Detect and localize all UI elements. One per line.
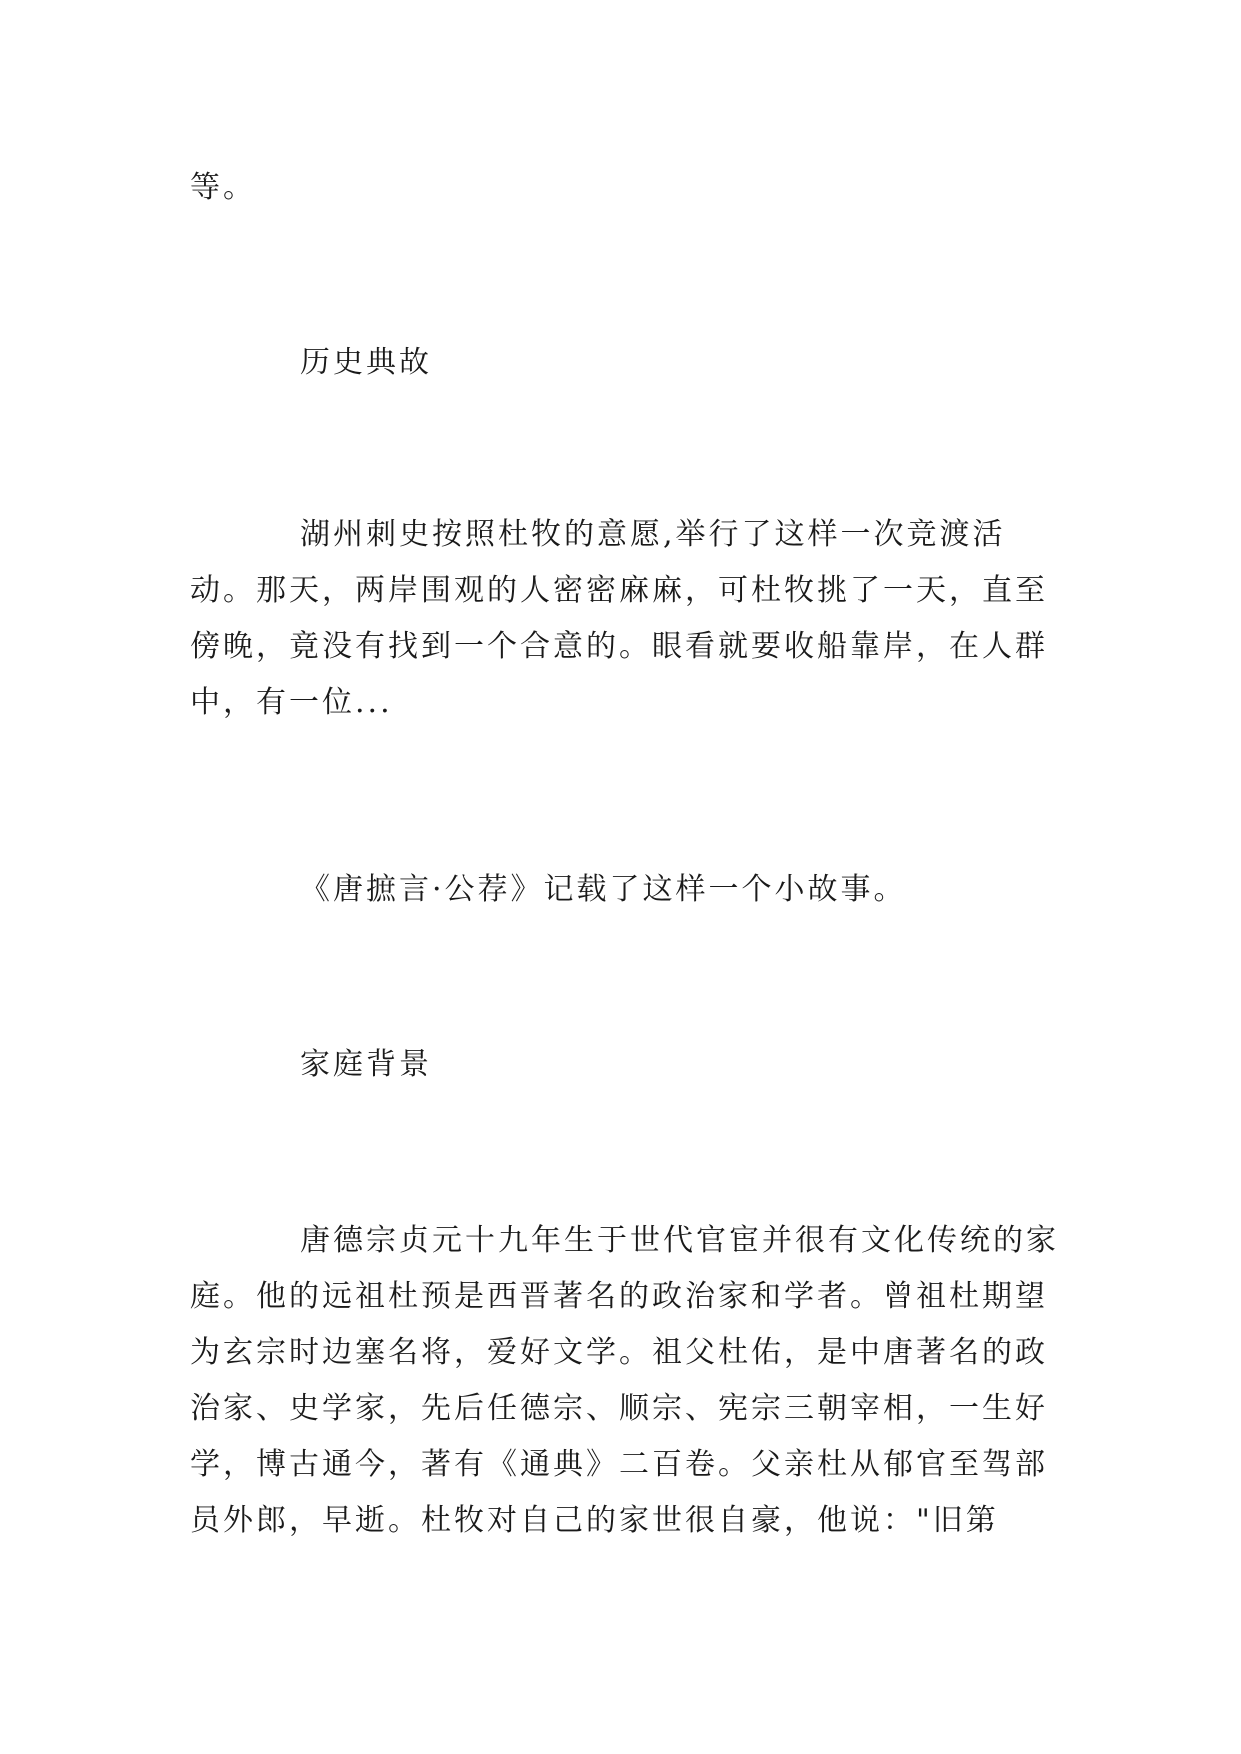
paragraph-quote-line: 《唐摭言·公荐》记载了这样一个小故事。 [300, 872, 907, 907]
paragraph-fragment-end: 等。 [190, 170, 256, 205]
section-heading-family: 家庭背景 [300, 1047, 432, 1082]
paragraph-family-background: 唐德宗贞元十九年生于世代官宦并很有文化传统的家庭。他的远祖杜预是西晋著名的政治家和学者。曾祖杜期望为玄宗时边塞名将，爱好文学。祖父杜佑，是中唐著名的政治家、史学家，先后任德宗、顺宗、宪宗三朝宰相，一生好学，博古通今，著有《通典》二百卷。父亲杜从郁官至驾部员外郎，早逝。杜牧对自己的家世很自豪，他说："旧第 [190, 1223, 1059, 1538]
paragraph-history-story: 湖州刺史按照杜牧的意愿,举行了这样一次竞渡活动。那天，两岸围观的人密密麻麻，可杜牧挑了一天，直至傍晚，竟没有找到一个合意的。眼看就要收船靠岸，在人群中，有一位... [190, 517, 1048, 720]
section-heading-history: 历史典故 [300, 345, 432, 380]
